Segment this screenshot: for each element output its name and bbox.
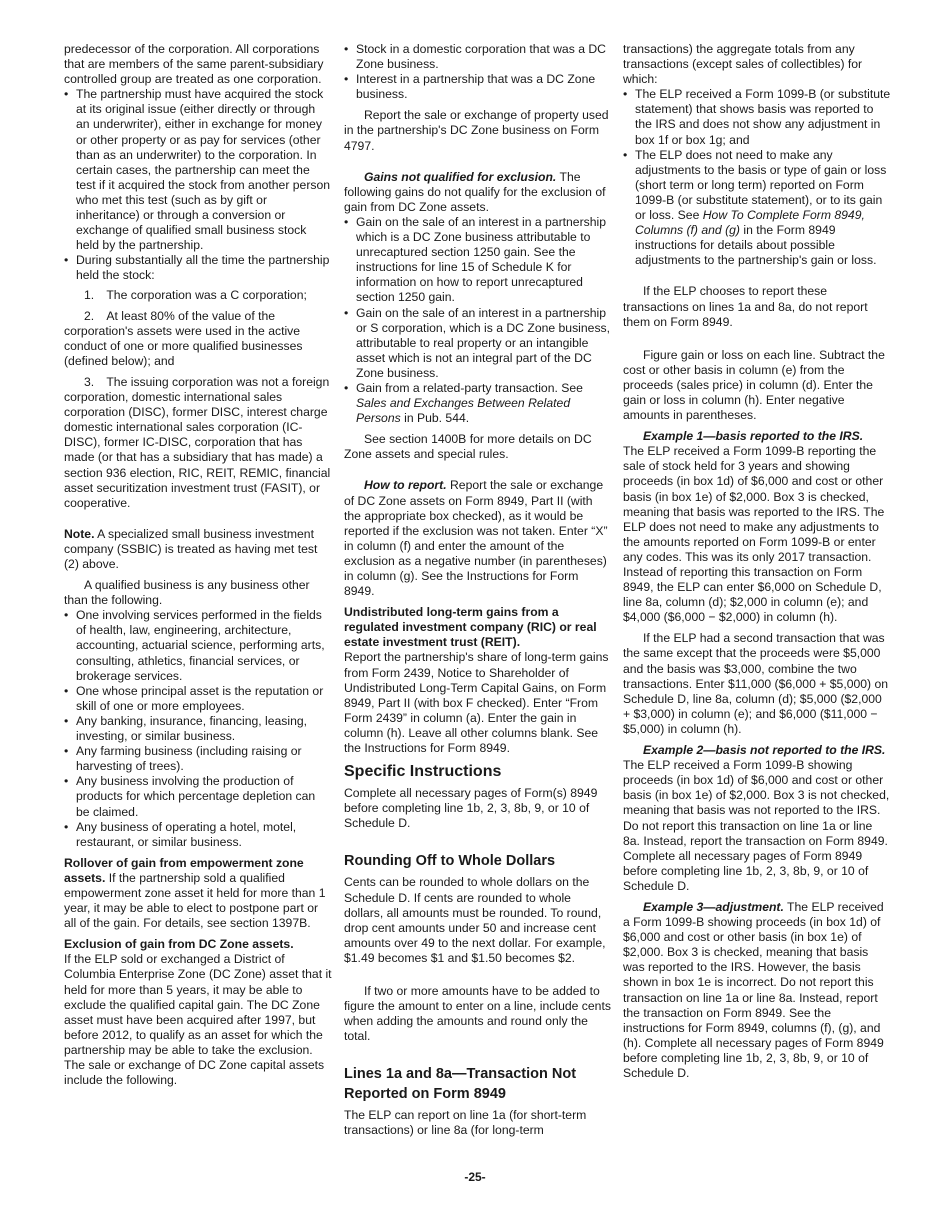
gains-paragraph xyxy=(344,170,612,215)
list-item: • Any business of operating a hotel, motel, restaurant, or similar business. xyxy=(64,820,332,850)
paragraph: transactions) the aggregate totals from any transactions (except sales of collectibles) for which: xyxy=(623,42,863,87)
paragraph: See section 1400B for more details on DC Zone assets and special rules. xyxy=(344,432,592,462)
example-2-heading: Example 2—basis not reported to the IRS. xyxy=(643,743,886,758)
rollover-heading: Rollover of gain from empowerment zone assets. xyxy=(64,855,304,885)
section-heading: Specific Instructions xyxy=(344,763,502,781)
bullet-item: • The partnership must have acquired the stock at its original issue (either directly or through an underwriter), either in exchange for money or other property or as pay for services (other than as an underwriter) to the corporation. In certain cases, the partnership can meet the test if it acquired the stock from another person who met this test (such as by gift or inheritance) or through a conversion or exchange of qualified small business stock held by the partnership. xyxy=(64,87,332,253)
undistributed-heading: Undistributed long-term gains from a regulated investment company (RIC) or real estate investment trust (REIT). xyxy=(344,605,597,650)
bullet-item: • Gain from a related-party transaction. See Sales and Exchanges Between Related Persons in Pub. 544. xyxy=(344,381,612,426)
list-item: • One whose principal asset is the reputation or skill of one or more employees. xyxy=(64,684,332,714)
note-paragraph xyxy=(64,527,332,572)
list-item: • Any business involving the production of products for which percentage depletion can be claimed. xyxy=(64,774,332,819)
list-item: • One involving services performed in the fields of health, law, engineering, architecture, accounting, actuarial science, performing arts, consulting, athletics, financial services, or brokerage services. xyxy=(64,608,332,683)
bullet-item: • During substantially all the time the partnership held the stock: xyxy=(64,253,332,283)
paragraph: Report the sale or exchange of property used in the partnership's DC Zone business on Form 4797. xyxy=(344,108,609,153)
example-1-heading: Example 1—basis reported to the IRS. xyxy=(643,429,864,444)
paragraph: Complete all necessary pages of Form(s) 8949 before completing line 1b, 2, 3, 8b, 9, or 10 of Schedule D. xyxy=(344,786,598,831)
numbered-item: 3. The issuing corporation was not a foreign corporation, domestic international sales corporation (DISC), former DISC, interest charge domestic international sales corporation (IC-DISC), former IC-DISC, corporation that has made (or that has a subsidiary that has made) a section 936 election, RIC, REIT, REMIC, financial asset securitization investment trust (FASIT), or cooperative. xyxy=(64,374,331,510)
paragraph: If the ELP chooses to report these transactions on lines 1a and 8a, do not report them on Form 8949. xyxy=(623,284,868,329)
qualified-business-intro: A qualified business is any business other than the following. xyxy=(64,578,310,608)
example-1-text: The ELP received a Form 1099-B reporting the sale of stock held for 3 years and showing proceeds (in box 1d) of $6,000 and cost or other basis (in box 1e) of $2,000. Box 3 is checked, meaning that basis was reported to the IRS. The ELP does not need to make any adjustments to the amounts reported on Form 1099-B or enter any codes. This was its only 2017 transaction. Instead of reporting this transaction on Form 8949, the ELP can enter $6,000 on Schedule D, line 8a, column (d); $2,000 in column (e); and $4,000 ($6,000 − $2,000) in column (h). xyxy=(623,444,885,625)
column-middle xyxy=(344,42,612,1139)
paragraph: If two or more amounts have to be added to figure the amount to enter on a line, include cents when adding the amounts and round only the total. xyxy=(344,983,611,1044)
page-number: -25- xyxy=(464,1170,486,1184)
example-3-paragraph: Example 3—adjustment. The ELP received a Form 1099-B showing proceeds (in box 1d) of $6,000 and cost or other basis (in box 1e) of $2,000. Box 3 is checked, meaning that basis was reported to the IRS. However, the basis shown in box 1e is incorrect. Do not report this transaction on line 1a or line 8a. Instead, report the transaction on Form 8949. See the instructions for Form 8949, columns (f), (g), and (h). Complete all necessary pages of Form 8949 before completing line 1b, 2, 3, 8b, 9, or 10 of Schedule D. xyxy=(623,899,884,1080)
paragraph: predecessor of the corporation. All corporations that are members of the same parent-subsidiary controlled group are treated as one corporation. xyxy=(64,42,324,87)
example-3-heading: Example 3—adjustment. xyxy=(643,899,784,914)
dc-zone-heading: Exclusion of gain from DC Zone assets. xyxy=(64,937,294,952)
section-heading: Lines 1a and 8a—Transaction Not Reported on Form 8949 xyxy=(344,1066,577,1103)
rollover-paragraph xyxy=(64,856,332,931)
undistributed-text: Report the partnership's share of long-term gains from Form 2439, Notice to Shareholder of Undistributed Long-Term Capital Gains, on Form 8949, Part II (with box F checked). Enter “From Form 2439” in column (a). Enter the gain in column (h). Leave all other columns blank. See the Instructions for Form 8949. xyxy=(344,650,609,756)
paragraph: If the ELP had a second transaction that was the same except that the proceeds were $5,000 and the basis was $3,000, combine the two transactions. Enter $11,000 ($6,000 + $5,000) on Schedule D, line 8a, column (d); $5,000 ($2,000 + $3,000) in column (e); and $6,000 ($11,000 − $5,000) in column (h). xyxy=(623,631,889,736)
how-to-report-paragraph: How to report. Report the sale or exchange of DC Zone assets on Form 8949, Part II (with the appropriate box checked), as it would be reported if the exclusion was not taken. Enter “X” in column (f) and enter the amount of the exclusion as a negative number (in parentheses) in column (g). See the Instructions for Form 8949. xyxy=(344,478,608,599)
bullet-item: • The ELP received a Form 1099-B (or substitute statement) that shows basis was reported to the IRS and does not show any adjustment in box 1f or box 1g; and xyxy=(623,87,891,147)
bullet-item: • The ELP does not need to make any adjustments to the basis or type of gain or loss (short term or long term) reported on Form 1099-B (or substitute statement), or to its gain or loss. See How To Complete Form 8949, Columns (f) and (g) in the Form 8949 instructions for details about possible adjustments to the partnership's gain or loss. xyxy=(623,148,891,269)
gains-heading: Gains not qualified for exclusion. xyxy=(364,169,557,184)
column-left xyxy=(64,42,332,1088)
gains-text: The following gains do not qualify for the exclusion of gain from DC Zone assets. xyxy=(344,169,606,214)
bullet-item: • Interest in a partnership that was a DC Zone business. xyxy=(344,72,612,102)
list-item: • Any banking, insurance, financing, leasing, investing, or similar business. xyxy=(64,714,332,744)
numbered-item: 2. At least 80% of the value of the corporation's assets were used in the active conduct of one or more qualified businesses (defined below); and xyxy=(64,308,303,368)
paragraph: Cents can be rounded to whole dollars on the Schedule D. If cents are rounded to whole dollars, all amounts must be rounded. To round, drop cent amounts under 50 and increase cent amounts over 49 to the next dollar. For example, $1.49 becomes $1 and $1.50 becomes $2. xyxy=(344,875,606,965)
list-item: • Any farming business (including raising or harvesting of trees). xyxy=(64,744,332,774)
bullet-item: • Gain on the sale of an interest in a partnership or S corporation, which is a DC Zone business, attributable to real property or an intangible asset which is not an integral part of the DC Zone business. xyxy=(344,306,612,381)
how-to-report-heading: How to report. xyxy=(364,478,447,493)
dc-zone-text: If the ELP sold or exchanged a District of Columbia Enterprise Zone (DC Zone) asset that it held for more than 5 years, it may be able to exclude the qualified capital gain. The DC Zone asset must have been acquired after 1997, but before 2012, to qualify as an asset for which the partnership may be able to take the exclusion. The sale or exchange of DC Zone capital assets include the following. xyxy=(64,952,332,1088)
note-text: A specialized small business investment company (SSBIC) is treated as having met test (2) above. xyxy=(64,526,318,571)
note-label: Note. xyxy=(64,526,95,541)
column-right xyxy=(623,42,891,1081)
bullet-item: • Gain on the sale of an interest in a partnership which is a DC Zone business attributable to unrecaptured section 1250 gain. See the instructions for line 15 of Schedule K for information on how to report unrecaptured section 1250 gain. xyxy=(344,215,612,306)
numbered-item: 1. The corporation was a C corporation; xyxy=(84,287,307,302)
bullet-item: • Stock in a domestic corporation that was a DC Zone business. xyxy=(344,42,612,72)
rollover-text: If the partnership sold a qualified empowerment zone asset it held for more than 1 year, it may be able to elect to postpone part or all of the gain. For details, see section 1397B. xyxy=(64,870,326,931)
paragraph: The ELP can report on line 1a (for short-term transactions) or line 8a (for long-term xyxy=(344,1108,587,1138)
section-heading: Rounding Off to Whole Dollars xyxy=(344,853,556,870)
example-2-paragraph: Example 2—basis not reported to the IRS. The ELP received a Form 1099-B showing proceeds (in box 1d) of $6,000 and cost or other basis (in box 1e) of $2,000. Box 3 is not checked, meaning that basis was not reported to the IRS. Do not report this transaction on line 1a or line 8a. Instead, report the transaction on Form 8949. Complete all necessary pages of Form 8949 before completing line 1b, 2, 3, 8b, 9, or 10 of Schedule D. xyxy=(623,743,890,893)
paragraph: Figure gain or loss on each line. Subtract the cost or other basis in column (e) from the proceeds (sales price) in column (d). Enter the gain or loss in column (h). Enter negative amounts in parentheses. xyxy=(623,347,885,423)
